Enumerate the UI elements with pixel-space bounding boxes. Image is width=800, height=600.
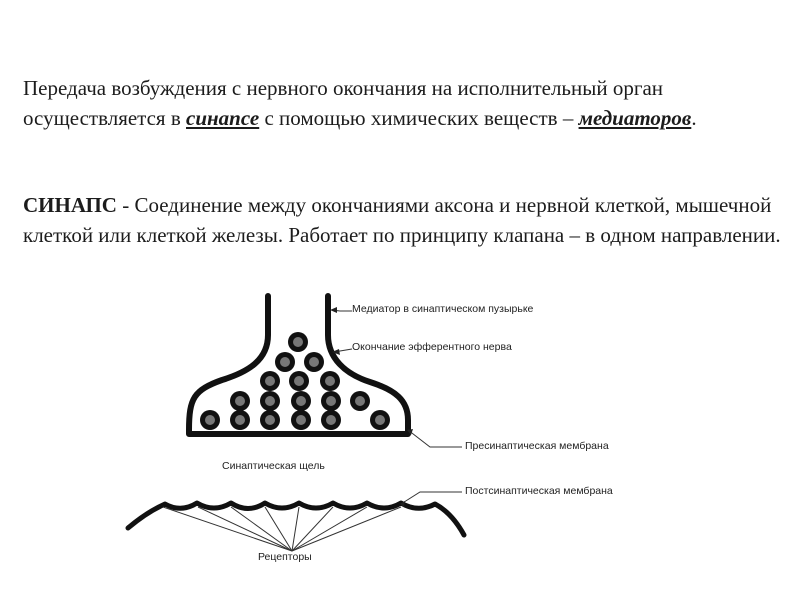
vesicle-core <box>296 415 306 425</box>
leader-receptor-8 <box>292 507 401 551</box>
vesicle-core <box>265 376 275 386</box>
leader-receptor-7 <box>292 507 367 551</box>
vesicle-core <box>375 415 385 425</box>
intro-text-1: Передача возбуждения с нервного окончания на исполнительный орган осуществляется в <box>23 76 664 130</box>
leader-presynaptic <box>408 430 462 447</box>
vesicle-core <box>326 415 336 425</box>
label-synaptic-cleft: Синаптическая щель <box>222 460 325 472</box>
intro-text-3: . <box>691 106 697 130</box>
vesicle-core <box>265 396 275 406</box>
leader-receptor-3 <box>231 507 292 551</box>
label-presynaptic-membrane: Пресинаптическая мембрана <box>465 440 609 452</box>
leader-receptor-1 <box>163 507 292 551</box>
postsynaptic-membrane <box>128 503 464 535</box>
definition-heading: СИНАПС <box>23 193 117 217</box>
label-receptors: Рецепторы <box>258 551 312 563</box>
vesicle-core <box>326 396 336 406</box>
vesicle-core <box>309 357 319 367</box>
vesicle-core <box>235 415 245 425</box>
leader-postsynaptic <box>401 492 462 504</box>
label-postsynaptic-membrane: Постсинаптическая мембрана <box>465 485 613 497</box>
vesicle-core <box>235 396 245 406</box>
vesicle-core <box>355 396 365 406</box>
term-synapse: синапсе <box>186 106 260 130</box>
definition-body: - Соединение между окончаниями аксона и нервной клеткой, мышечной клеткой или клеткой железы. Работает по принципу клапана – в одном направлении. <box>23 193 781 247</box>
intro-text-2: с помощью химических веществ – <box>259 106 579 130</box>
vesicle-core <box>205 415 215 425</box>
term-mediators: медиаторов <box>578 106 692 130</box>
vesicle-core <box>280 357 290 367</box>
vesicle-core <box>265 415 275 425</box>
arrowhead-mediator <box>330 307 337 313</box>
synapse-definition <box>23 190 783 250</box>
intro-paragraph <box>23 73 783 133</box>
label-efferent-ending: Окончание эфферентного нерва <box>352 341 512 353</box>
vesicle-core <box>293 337 303 347</box>
synapse-diagram <box>0 280 800 600</box>
label-mediator-vesicle: Медиатор в синаптическом пузырьке <box>352 303 534 315</box>
vesicle-core <box>325 376 335 386</box>
vesicle-core <box>296 396 306 406</box>
vesicle-core <box>294 376 304 386</box>
leader-receptor-2 <box>198 507 292 551</box>
